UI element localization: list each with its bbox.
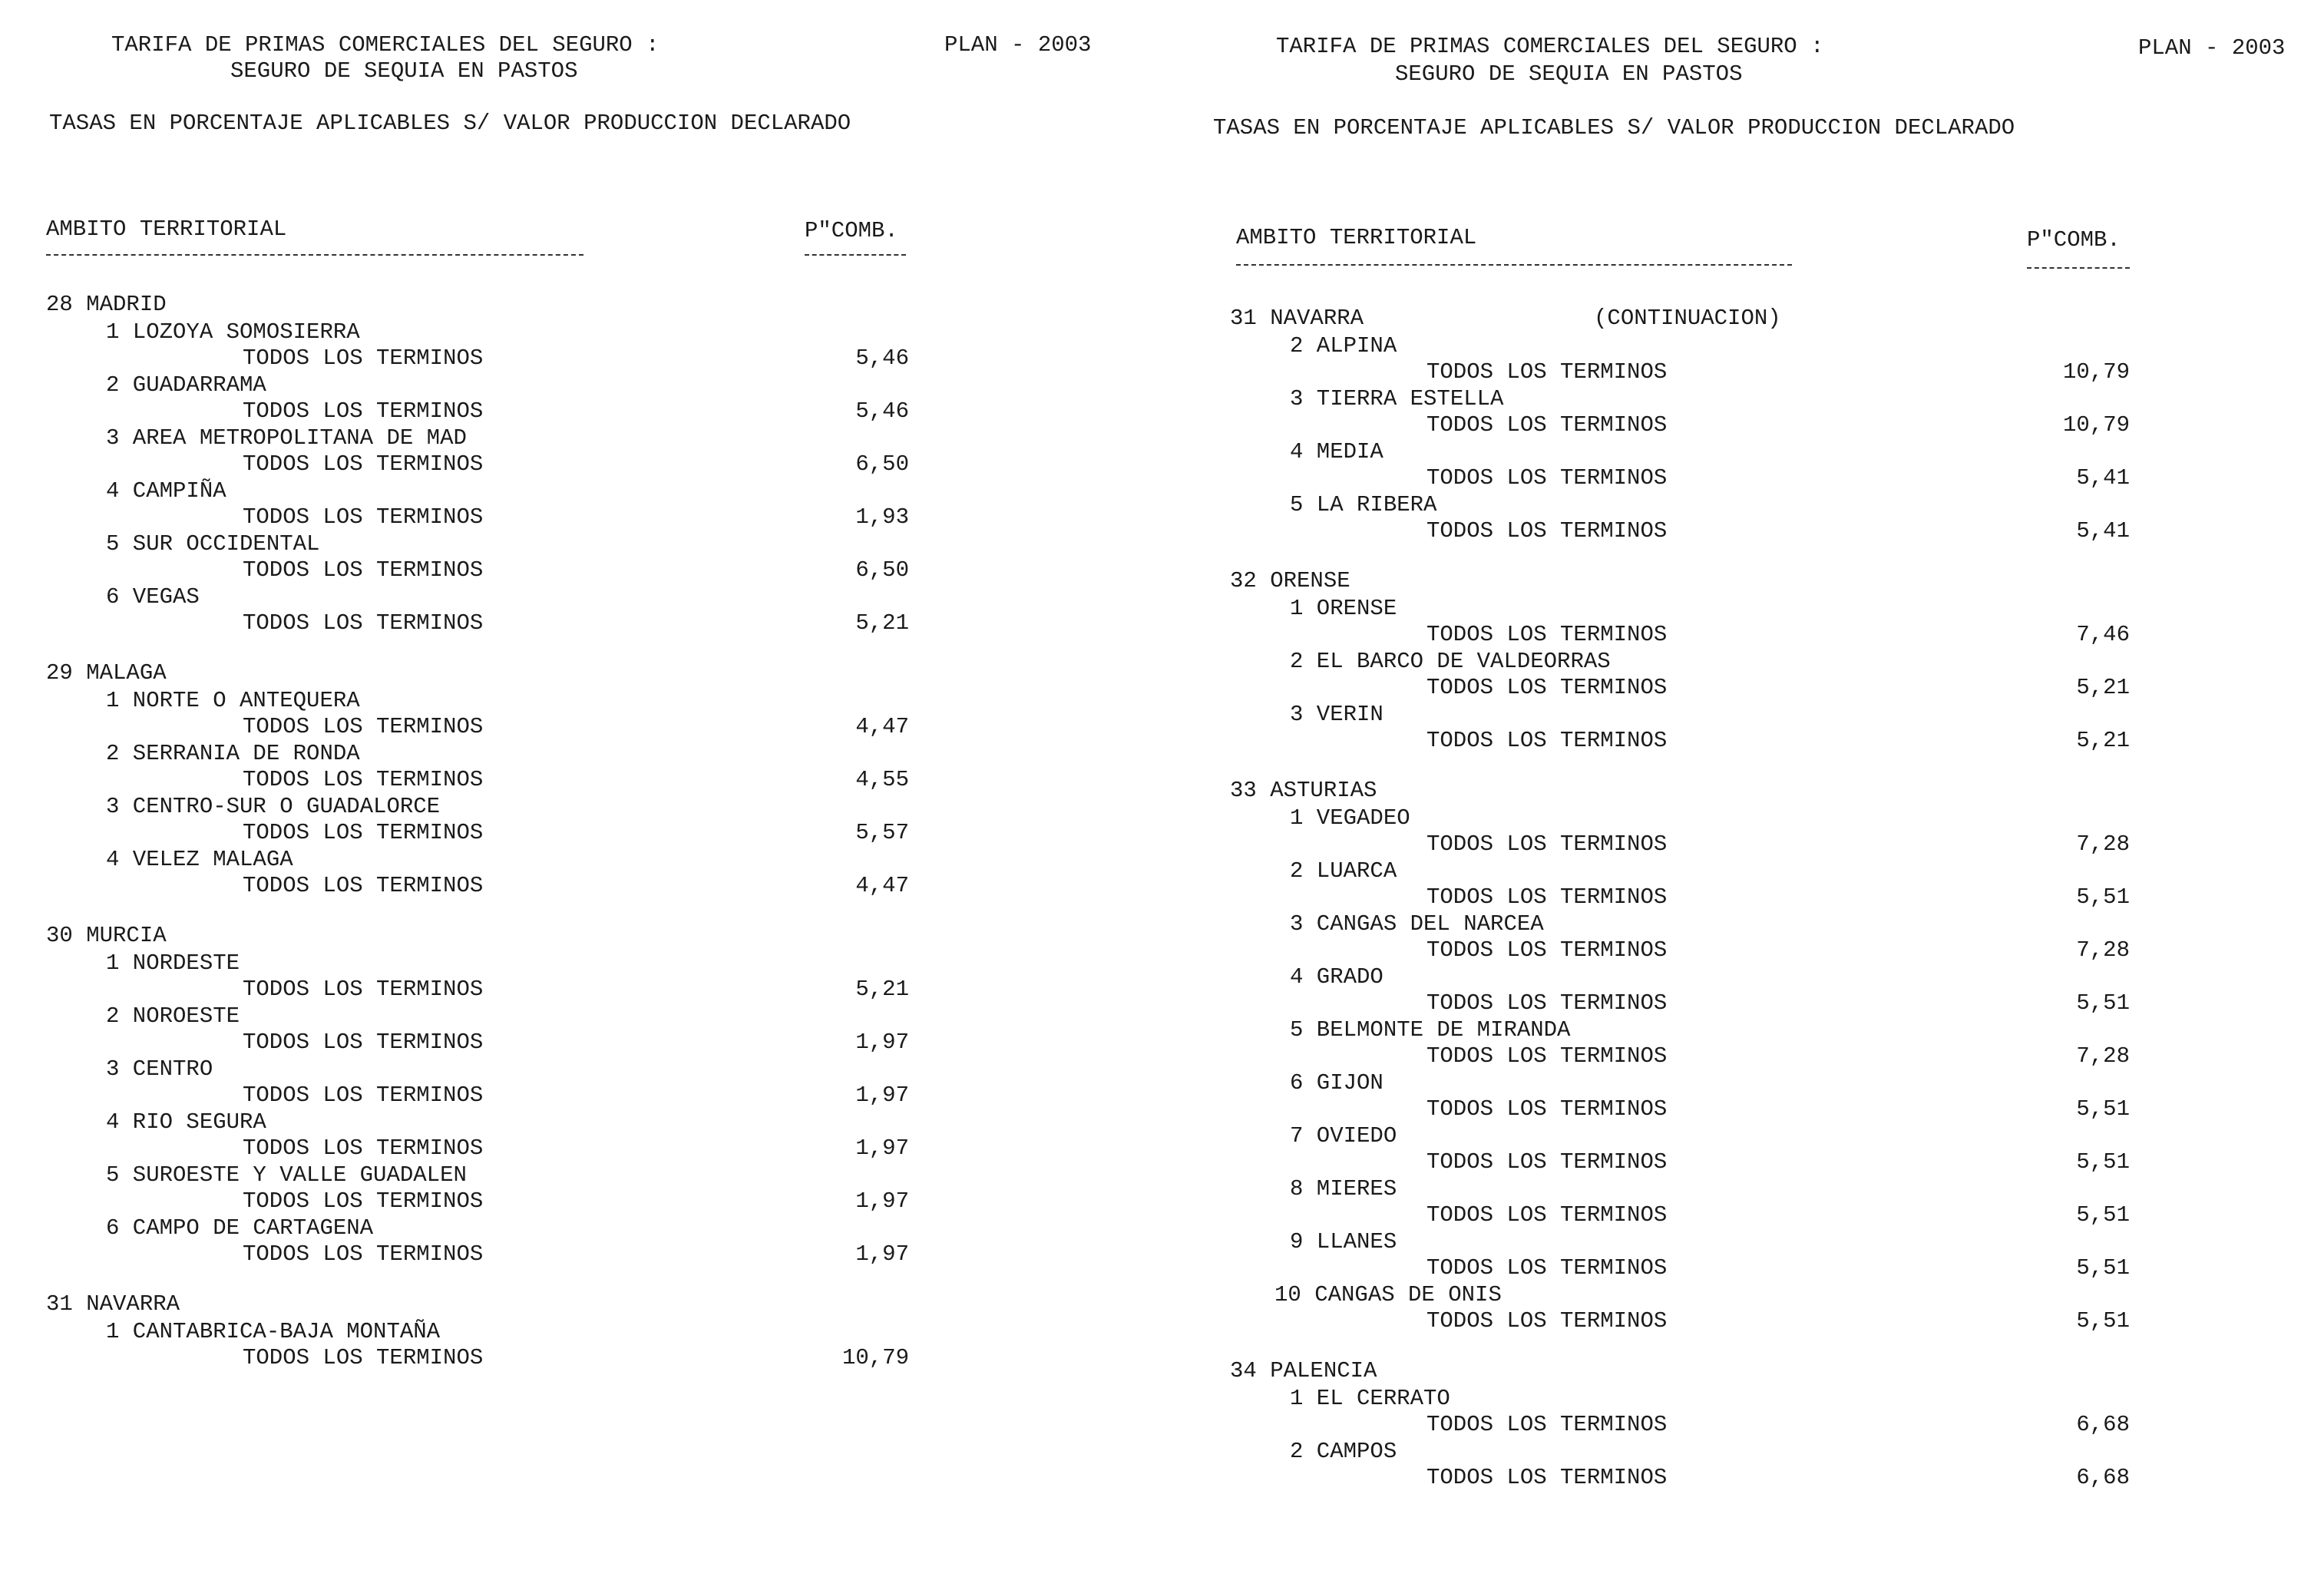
table-row [46, 1241, 909, 1268]
province-name: 32 ORENSE [1230, 568, 1350, 593]
district-name: 6 GIJON [1290, 1070, 1383, 1096]
district-name: 5 BELMONTE DE MIRANDA [1290, 1017, 1571, 1043]
table-row [1230, 884, 2130, 911]
terms-label: TODOS LOS TERMINOS [1426, 518, 1668, 544]
terms-label: TODOS LOS TERMINOS [1426, 1096, 1668, 1122]
rate-value: 10,79 [841, 1345, 909, 1370]
table-row [1230, 675, 2130, 702]
header-divider [2027, 267, 2130, 269]
district-name: 3 AREA METROPOLITANA DE MAD [106, 425, 467, 451]
table-row [46, 557, 909, 584]
terms-label: TODOS LOS TERMINOS [1426, 884, 1668, 910]
rate-value: 4,47 [855, 714, 909, 739]
rate-value: 5,21 [2076, 675, 2130, 700]
terms-label: TODOS LOS TERMINOS [243, 557, 484, 583]
district-name: 6 VEGAS [106, 584, 200, 610]
province-heading [1230, 778, 2130, 805]
province-heading [1230, 1358, 2130, 1386]
terms-label: TODOS LOS TERMINOS [243, 1345, 484, 1370]
table-row [1230, 990, 2130, 1017]
rate-value: 10,79 [2062, 412, 2130, 438]
table-row [1230, 622, 2130, 649]
terms-label: TODOS LOS TERMINOS [243, 504, 484, 530]
rate-table [1230, 306, 2130, 1492]
district-name: 9 LLANES [1290, 1229, 1397, 1254]
district-name: 1 NORDESTE [106, 950, 240, 976]
header-divider [1236, 264, 1792, 266]
district-name: 4 MEDIA [1290, 439, 1383, 464]
rate-value: 1,97 [855, 1030, 909, 1055]
terms-label: TODOS LOS TERMINOS [243, 1135, 484, 1161]
province-heading [1230, 306, 2130, 333]
plan-label: PLAN - 2003 [944, 32, 1092, 58]
district-name: 10 CANGAS DE ONIS [1274, 1282, 1502, 1307]
rate-value: 5,51 [2076, 990, 2130, 1016]
province-heading [46, 660, 909, 688]
table-row [1230, 412, 2130, 439]
rate-value: 5,21 [2076, 728, 2130, 753]
table-row [46, 977, 909, 1003]
rate-value: 1,97 [855, 1188, 909, 1214]
terms-label: TODOS LOS TERMINOS [1426, 831, 1668, 857]
district-name: 1 NORTE O ANTEQUERA [106, 688, 360, 713]
rate-value: 5,51 [2076, 1202, 2130, 1228]
province-heading [46, 923, 909, 950]
terms-label: TODOS LOS TERMINOS [243, 1030, 484, 1055]
table-row [46, 345, 909, 372]
terms-label: TODOS LOS TERMINOS [1426, 937, 1668, 963]
province-name: 31 NAVARRA [46, 1291, 180, 1317]
table-row [46, 714, 909, 741]
table-row [46, 398, 909, 425]
table-row [1230, 359, 2130, 386]
rate-value: 5,51 [2076, 1255, 2130, 1281]
district-name: 2 SERRANIA DE RONDA [106, 741, 360, 766]
district-name: 2 LUARCA [1290, 858, 1397, 884]
terms-label: TODOS LOS TERMINOS [243, 398, 484, 424]
province-name: 33 ASTURIAS [1230, 778, 1377, 803]
province-name: 29 MALAGA [46, 660, 167, 686]
column-header-territory: AMBITO TERRITORIAL [46, 217, 287, 242]
district-name: 2 NOROESTE [106, 1003, 240, 1029]
rate-value: 4,47 [855, 873, 909, 898]
terms-label: TODOS LOS TERMINOS [243, 714, 484, 739]
terms-label: TODOS LOS TERMINOS [243, 451, 484, 477]
column-header-territory: AMBITO TERRITORIAL [1236, 225, 1477, 250]
district-name: 1 ORENSE [1290, 596, 1397, 621]
terms-label: TODOS LOS TERMINOS [243, 873, 484, 898]
table-row [46, 767, 909, 794]
page-title: TARIFA DE PRIMAS COMERCIALES DEL SEGURO : [1276, 34, 1824, 59]
rate-value: 5,41 [2076, 465, 2130, 491]
district-name: 4 GRADO [1290, 964, 1383, 990]
table-row [46, 873, 909, 900]
rate-value: 4,55 [855, 767, 909, 792]
table-row [1230, 1149, 2130, 1176]
rate-value: 5,51 [2076, 884, 2130, 910]
terms-label: TODOS LOS TERMINOS [243, 1188, 484, 1214]
rate-value: 5,51 [2076, 1149, 2130, 1175]
rate-value: 6,68 [2076, 1465, 2130, 1490]
terms-label: TODOS LOS TERMINOS [243, 1241, 484, 1267]
table-row [1230, 1412, 2130, 1439]
province-name: 28 MADRID [46, 292, 167, 317]
table-row [1230, 518, 2130, 545]
rate-value: 1,97 [855, 1083, 909, 1108]
terms-label: TODOS LOS TERMINOS [1426, 990, 1668, 1016]
rates-title: TASAS EN PORCENTAJE APLICABLES S/ VALOR PRODUCCION DECLARADO [1213, 115, 2015, 140]
rate-value: 6,68 [2076, 1412, 2130, 1437]
terms-label: TODOS LOS TERMINOS [1426, 1308, 1668, 1334]
district-name: 3 CENTRO-SUR O GUADALORCE [106, 794, 441, 819]
table-row [46, 504, 909, 531]
district-name: 3 CANGAS DEL NARCEA [1290, 911, 1544, 937]
district-name: 1 EL CERRATO [1290, 1386, 1450, 1411]
province-heading [46, 1291, 909, 1319]
table-row [1230, 465, 2130, 492]
rate-value: 6,50 [855, 451, 909, 477]
terms-label: TODOS LOS TERMINOS [1426, 1412, 1668, 1437]
table-row [46, 1345, 909, 1372]
table-row [46, 1188, 909, 1215]
terms-label: TODOS LOS TERMINOS [1426, 465, 1668, 491]
table-row [46, 610, 909, 637]
page-subtitle: SEGURO DE SEQUIA EN PASTOS [230, 58, 578, 84]
rate-value: 1,97 [855, 1135, 909, 1161]
continuation-label: (CONTINUACION) [1594, 306, 1781, 331]
table-row [1230, 1255, 2130, 1282]
terms-label: TODOS LOS TERMINOS [243, 767, 484, 792]
rate-value: 5,51 [2076, 1308, 2130, 1334]
table-row [46, 1083, 909, 1109]
district-name: 5 SUR OCCIDENTAL [106, 531, 320, 557]
terms-label: TODOS LOS TERMINOS [243, 610, 484, 636]
district-name: 2 CAMPOS [1290, 1439, 1397, 1464]
table-row [1230, 1096, 2130, 1123]
left-page [0, 0, 1152, 1590]
column-header-rate: P"COMB. [805, 218, 898, 243]
table-row [1230, 1202, 2130, 1229]
district-name: 2 EL BARCO DE VALDEORRAS [1290, 649, 1611, 674]
rate-value: 5,21 [855, 977, 909, 1002]
table-row [1230, 1308, 2130, 1335]
terms-label: TODOS LOS TERMINOS [1426, 1202, 1668, 1228]
district-name: 5 SUROESTE Y VALLE GUADALEN [106, 1162, 467, 1188]
table-row [46, 451, 909, 478]
right-page [1182, 0, 2324, 1590]
terms-label: TODOS LOS TERMINOS [1426, 1043, 1668, 1069]
terms-label: TODOS LOS TERMINOS [1426, 675, 1668, 700]
district-name: 4 RIO SEGURA [106, 1109, 266, 1135]
terms-label: TODOS LOS TERMINOS [243, 977, 484, 1002]
district-name: 3 VERIN [1290, 702, 1383, 727]
rate-table [46, 292, 909, 1372]
table-row [1230, 831, 2130, 858]
district-name: 1 CANTABRICA-BAJA MONTAÑA [106, 1319, 441, 1344]
district-name: 2 ALPINA [1290, 333, 1397, 359]
rate-value: 5,41 [2076, 518, 2130, 544]
terms-label: TODOS LOS TERMINOS [1426, 412, 1668, 438]
terms-label: TODOS LOS TERMINOS [1426, 359, 1668, 385]
rate-value: 5,51 [2076, 1096, 2130, 1122]
district-name: 2 GUADARRAMA [106, 372, 266, 398]
rate-value: 7,28 [2076, 1043, 2130, 1069]
rate-value: 10,79 [2062, 359, 2130, 385]
rate-value: 7,28 [2076, 831, 2130, 857]
district-name: 7 OVIEDO [1290, 1123, 1397, 1149]
table-row [46, 1135, 909, 1162]
terms-label: TODOS LOS TERMINOS [1426, 728, 1668, 753]
table-row [1230, 1043, 2130, 1070]
table-row [1230, 728, 2130, 755]
rate-value: 7,46 [2076, 622, 2130, 647]
district-name: 8 MIERES [1290, 1176, 1397, 1202]
rate-value: 1,93 [855, 504, 909, 530]
province-name: 34 PALENCIA [1230, 1358, 1377, 1383]
terms-label: TODOS LOS TERMINOS [243, 345, 484, 371]
terms-label: TODOS LOS TERMINOS [243, 1083, 484, 1108]
district-name: 4 CAMPIÑA [106, 478, 226, 504]
page-subtitle: SEGURO DE SEQUIA EN PASTOS [1395, 61, 1743, 87]
table-row [1230, 1465, 2130, 1492]
rate-value: 1,97 [855, 1241, 909, 1267]
terms-label: TODOS LOS TERMINOS [1426, 1149, 1668, 1175]
district-name: 4 VELEZ MALAGA [106, 847, 293, 872]
district-name: 1 LOZOYA SOMOSIERRA [106, 319, 360, 345]
province-name: 30 MURCIA [46, 923, 167, 948]
rate-value: 5,46 [855, 398, 909, 424]
table-row [46, 820, 909, 847]
district-name: 3 TIERRA ESTELLA [1290, 386, 1504, 412]
district-name: 3 CENTRO [106, 1056, 213, 1082]
terms-label: TODOS LOS TERMINOS [243, 820, 484, 845]
rate-value: 7,28 [2076, 937, 2130, 963]
rate-value: 6,50 [855, 557, 909, 583]
plan-label: PLAN - 2003 [2138, 35, 2286, 61]
header-divider [805, 254, 906, 256]
province-heading [1230, 568, 2130, 596]
column-header-rate: P"COMB. [2027, 227, 2121, 253]
rates-title: TASAS EN PORCENTAJE APLICABLES S/ VALOR PRODUCCION DECLARADO [49, 111, 851, 136]
terms-label: TODOS LOS TERMINOS [1426, 622, 1668, 647]
table-row [46, 1030, 909, 1056]
province-heading [46, 292, 909, 319]
district-name: 6 CAMPO DE CARTAGENA [106, 1215, 374, 1241]
header-divider [46, 254, 583, 256]
district-name: 5 LA RIBERA [1290, 492, 1437, 517]
terms-label: TODOS LOS TERMINOS [1426, 1255, 1668, 1281]
table-row [1230, 937, 2130, 964]
rate-value: 5,57 [855, 820, 909, 845]
page-title: TARIFA DE PRIMAS COMERCIALES DEL SEGURO : [111, 32, 660, 58]
rate-value: 5,21 [855, 610, 909, 636]
district-name: 1 VEGADEO [1290, 805, 1410, 831]
province-name: 31 NAVARRA [1230, 306, 1364, 331]
rate-value: 5,46 [855, 345, 909, 371]
terms-label: TODOS LOS TERMINOS [1426, 1465, 1668, 1490]
